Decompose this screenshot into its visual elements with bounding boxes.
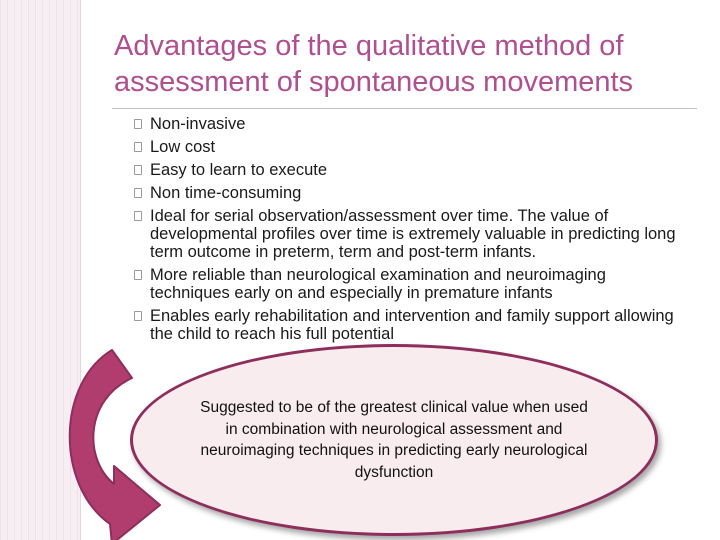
slide-title: Advantages of the qualitative method of assessment of spontaneous movements [114, 30, 634, 98]
bullet-text: Non-invasive [150, 115, 246, 133]
bullet-text: Low cost [150, 138, 216, 156]
bullet-text: Easy to learn to execute [150, 161, 328, 179]
bullet-text: More reliable than neurological examination and neuroimaging techniques early on and especially in premature infants [150, 266, 606, 302]
callout-text: Suggested to be of the greatest clinical value when used in combination with neurological assessment and neuroimaging techniques in predicting early neurological dysfunction [200, 399, 588, 481]
bullet-text: Ideal for serial observation/assessment over time. The value of developmental profiles over time is extremely valuable in predicting long term outcome in preterm, term and post-term infants. [150, 207, 676, 261]
bullet-text: Non time-consuming [150, 184, 302, 202]
bullet-text: Enables early rehabilitation and intervention and family support allowing the child to reach his full potential [150, 307, 674, 343]
